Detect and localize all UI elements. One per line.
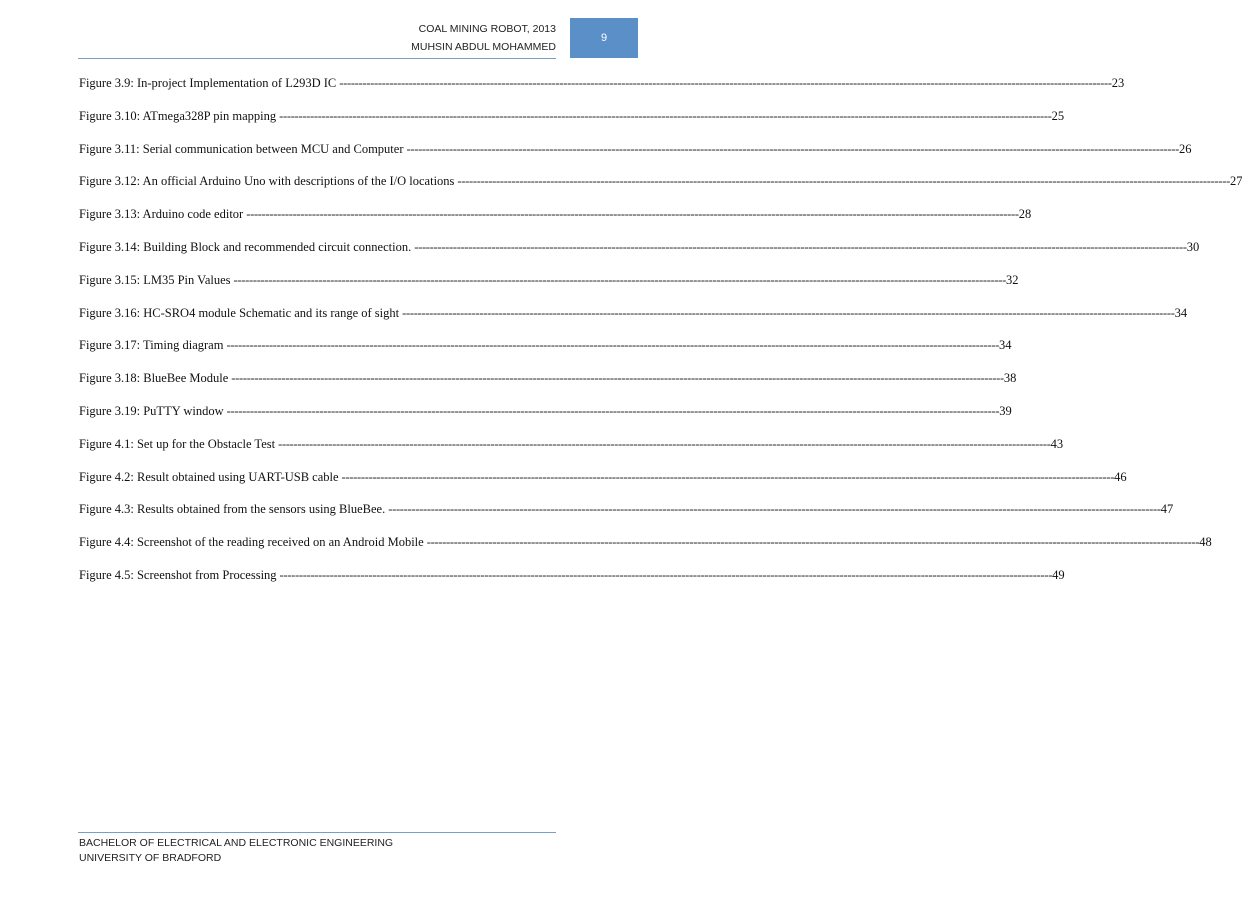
- toc-entry-page: 46: [1114, 469, 1127, 484]
- toc-entry-title: Figure 3.10: ATmega328P pin mapping: [79, 108, 277, 123]
- toc-entry-page: 32: [1006, 272, 1019, 287]
- toc-entry-title: Figure 3.17: Timing diagram: [79, 338, 224, 353]
- toc-entry-title: Figure 3.16: HC-SRO4 module Schematic and its range of sight: [79, 305, 400, 320]
- toc-entry[interactable]: [79, 371, 1017, 404]
- list-of-figures: [79, 76, 1242, 601]
- dot-leader: --------------------------------------------------------------------------------------------------------------------------------------------------------------------------------------------------------: [339, 76, 1112, 90]
- header-divider: [78, 58, 556, 59]
- toc-entry[interactable]: [79, 305, 1188, 339]
- running-header: [411, 20, 556, 56]
- dot-leader: --------------------------------------------------------------------------------------------------------------------------------------------------------------------------------------------------------: [426, 535, 1200, 550]
- dot-leader: --------------------------------------------------------------------------------------------------------------------------------------------------------------------------------------------------------: [279, 108, 1052, 123]
- toc-entry-page: 38: [1003, 371, 1017, 386]
- toc-entry[interactable]: [79, 403, 1012, 437]
- page-number-tab: [570, 18, 638, 58]
- toc-entry-page: 34: [1174, 305, 1188, 320]
- toc-entry-page: 39: [999, 403, 1012, 418]
- dot-leader: --------------------------------------------------------------------------------------------------------------------------------------------------------------------------------------------------------: [457, 174, 1230, 189]
- toc-entry-title: Figure 3.13: Arduino code editor: [79, 207, 244, 222]
- toc-entry-title: Figure 4.1: Set up for the Obstacle Test: [79, 436, 276, 451]
- toc-entry-title: Figure 3.9: In-project Implementation of L293D IC: [79, 76, 337, 90]
- toc-entry-page: 49: [1052, 567, 1065, 582]
- dot-leader: --------------------------------------------------------------------------------------------------------------------------------------------------------------------------------------------------------: [406, 141, 1180, 156]
- dot-leader: --------------------------------------------------------------------------------------------------------------------------------------------------------------------------------------------------------: [402, 305, 1175, 320]
- toc-entry[interactable]: [79, 436, 1064, 470]
- dot-leader: --------------------------------------------------------------------------------------------------------------------------------------------------------------------------------------------------------: [279, 567, 1053, 582]
- header-author: MUHSIN ABDUL MOHAMMED: [411, 41, 556, 53]
- toc-entry-title: Figure 3.18: BlueBee Module: [79, 371, 229, 386]
- toc-entry[interactable]: [79, 272, 1019, 306]
- toc-entry[interactable]: [79, 108, 1065, 142]
- toc-entry-page: 23: [1111, 76, 1125, 90]
- dot-leader: --------------------------------------------------------------------------------------------------------------------------------------------------------------------------------------------------------: [246, 207, 1019, 222]
- toc-entry[interactable]: [79, 174, 1242, 207]
- toc-entry-page: 27: [1229, 174, 1242, 189]
- running-footer: [79, 836, 393, 866]
- toc-entry-title: Figure 4.5: Screenshot from Processing: [79, 567, 277, 582]
- toc-entry-title: Figure 3.15: LM35 Pin Values: [79, 272, 231, 287]
- dot-leader: --------------------------------------------------------------------------------------------------------------------------------------------------------------------------------------------------------: [341, 469, 1115, 484]
- dot-leader: --------------------------------------------------------------------------------------------------------------------------------------------------------------------------------------------------------: [278, 436, 1051, 451]
- toc-entry[interactable]: [79, 502, 1174, 535]
- toc-entry[interactable]: [79, 535, 1212, 568]
- dot-leader: --------------------------------------------------------------------------------------------------------------------------------------------------------------------------------------------------------: [226, 403, 1000, 418]
- dot-leader: --------------------------------------------------------------------------------------------------------------------------------------------------------------------------------------------------------: [226, 338, 999, 353]
- toc-entry-page: 25: [1051, 108, 1065, 123]
- toc-entry-page: 48: [1199, 535, 1212, 550]
- toc-entry[interactable]: [79, 76, 1125, 109]
- toc-entry-title: Figure 3.14: Building Block and recommended circuit connection.: [79, 239, 412, 254]
- toc-entry-title: Figure 4.4: Screenshot of the reading received on an Android Mobile: [79, 535, 424, 550]
- toc-entry-title: Figure 4.3: Results obtained from the sensors using BlueBee.: [79, 502, 386, 517]
- toc-entry-page: 47: [1160, 502, 1174, 517]
- toc-entry-page: 43: [1050, 436, 1064, 451]
- dot-leader: --------------------------------------------------------------------------------------------------------------------------------------------------------------------------------------------------------: [231, 371, 1004, 386]
- footer-degree: BACHELOR OF ELECTRICAL AND ELECTRONIC ENGINEERING: [79, 837, 394, 849]
- footer-university: UNIVERSITY OF BRADFORD: [79, 852, 222, 864]
- toc-entry-title: Figure 3.12: An official Arduino Uno with descriptions of the I/O locations: [79, 174, 455, 189]
- dot-leader: --------------------------------------------------------------------------------------------------------------------------------------------------------------------------------------------------------: [388, 502, 1161, 517]
- toc-entry[interactable]: [79, 239, 1200, 273]
- toc-entry-page: 34: [998, 338, 1012, 353]
- toc-entry[interactable]: [79, 207, 1032, 240]
- toc-entry-page: 28: [1018, 207, 1032, 222]
- footer-divider: [78, 832, 556, 833]
- toc-entry-title: Figure 3.11: Serial communication between MCU and Computer: [79, 141, 404, 156]
- toc-entry[interactable]: [79, 338, 1012, 371]
- dot-leader: --------------------------------------------------------------------------------------------------------------------------------------------------------------------------------------------------------: [414, 239, 1187, 254]
- toc-entry-page: 30: [1186, 239, 1200, 254]
- toc-entry[interactable]: [79, 469, 1127, 503]
- toc-entry[interactable]: [79, 141, 1192, 175]
- toc-entry-page: 26: [1179, 141, 1192, 156]
- dot-leader: --------------------------------------------------------------------------------------------------------------------------------------------------------------------------------------------------------: [233, 272, 1007, 287]
- page-number: 9: [600, 32, 608, 44]
- header-title: COAL MINING ROBOT, 2013: [418, 23, 556, 35]
- toc-entry-title: Figure 4.2: Result obtained using UART-USB cable: [79, 469, 339, 484]
- toc-entry[interactable]: [79, 567, 1065, 601]
- toc-entry-title: Figure 3.19: PuTTY window: [79, 403, 224, 418]
